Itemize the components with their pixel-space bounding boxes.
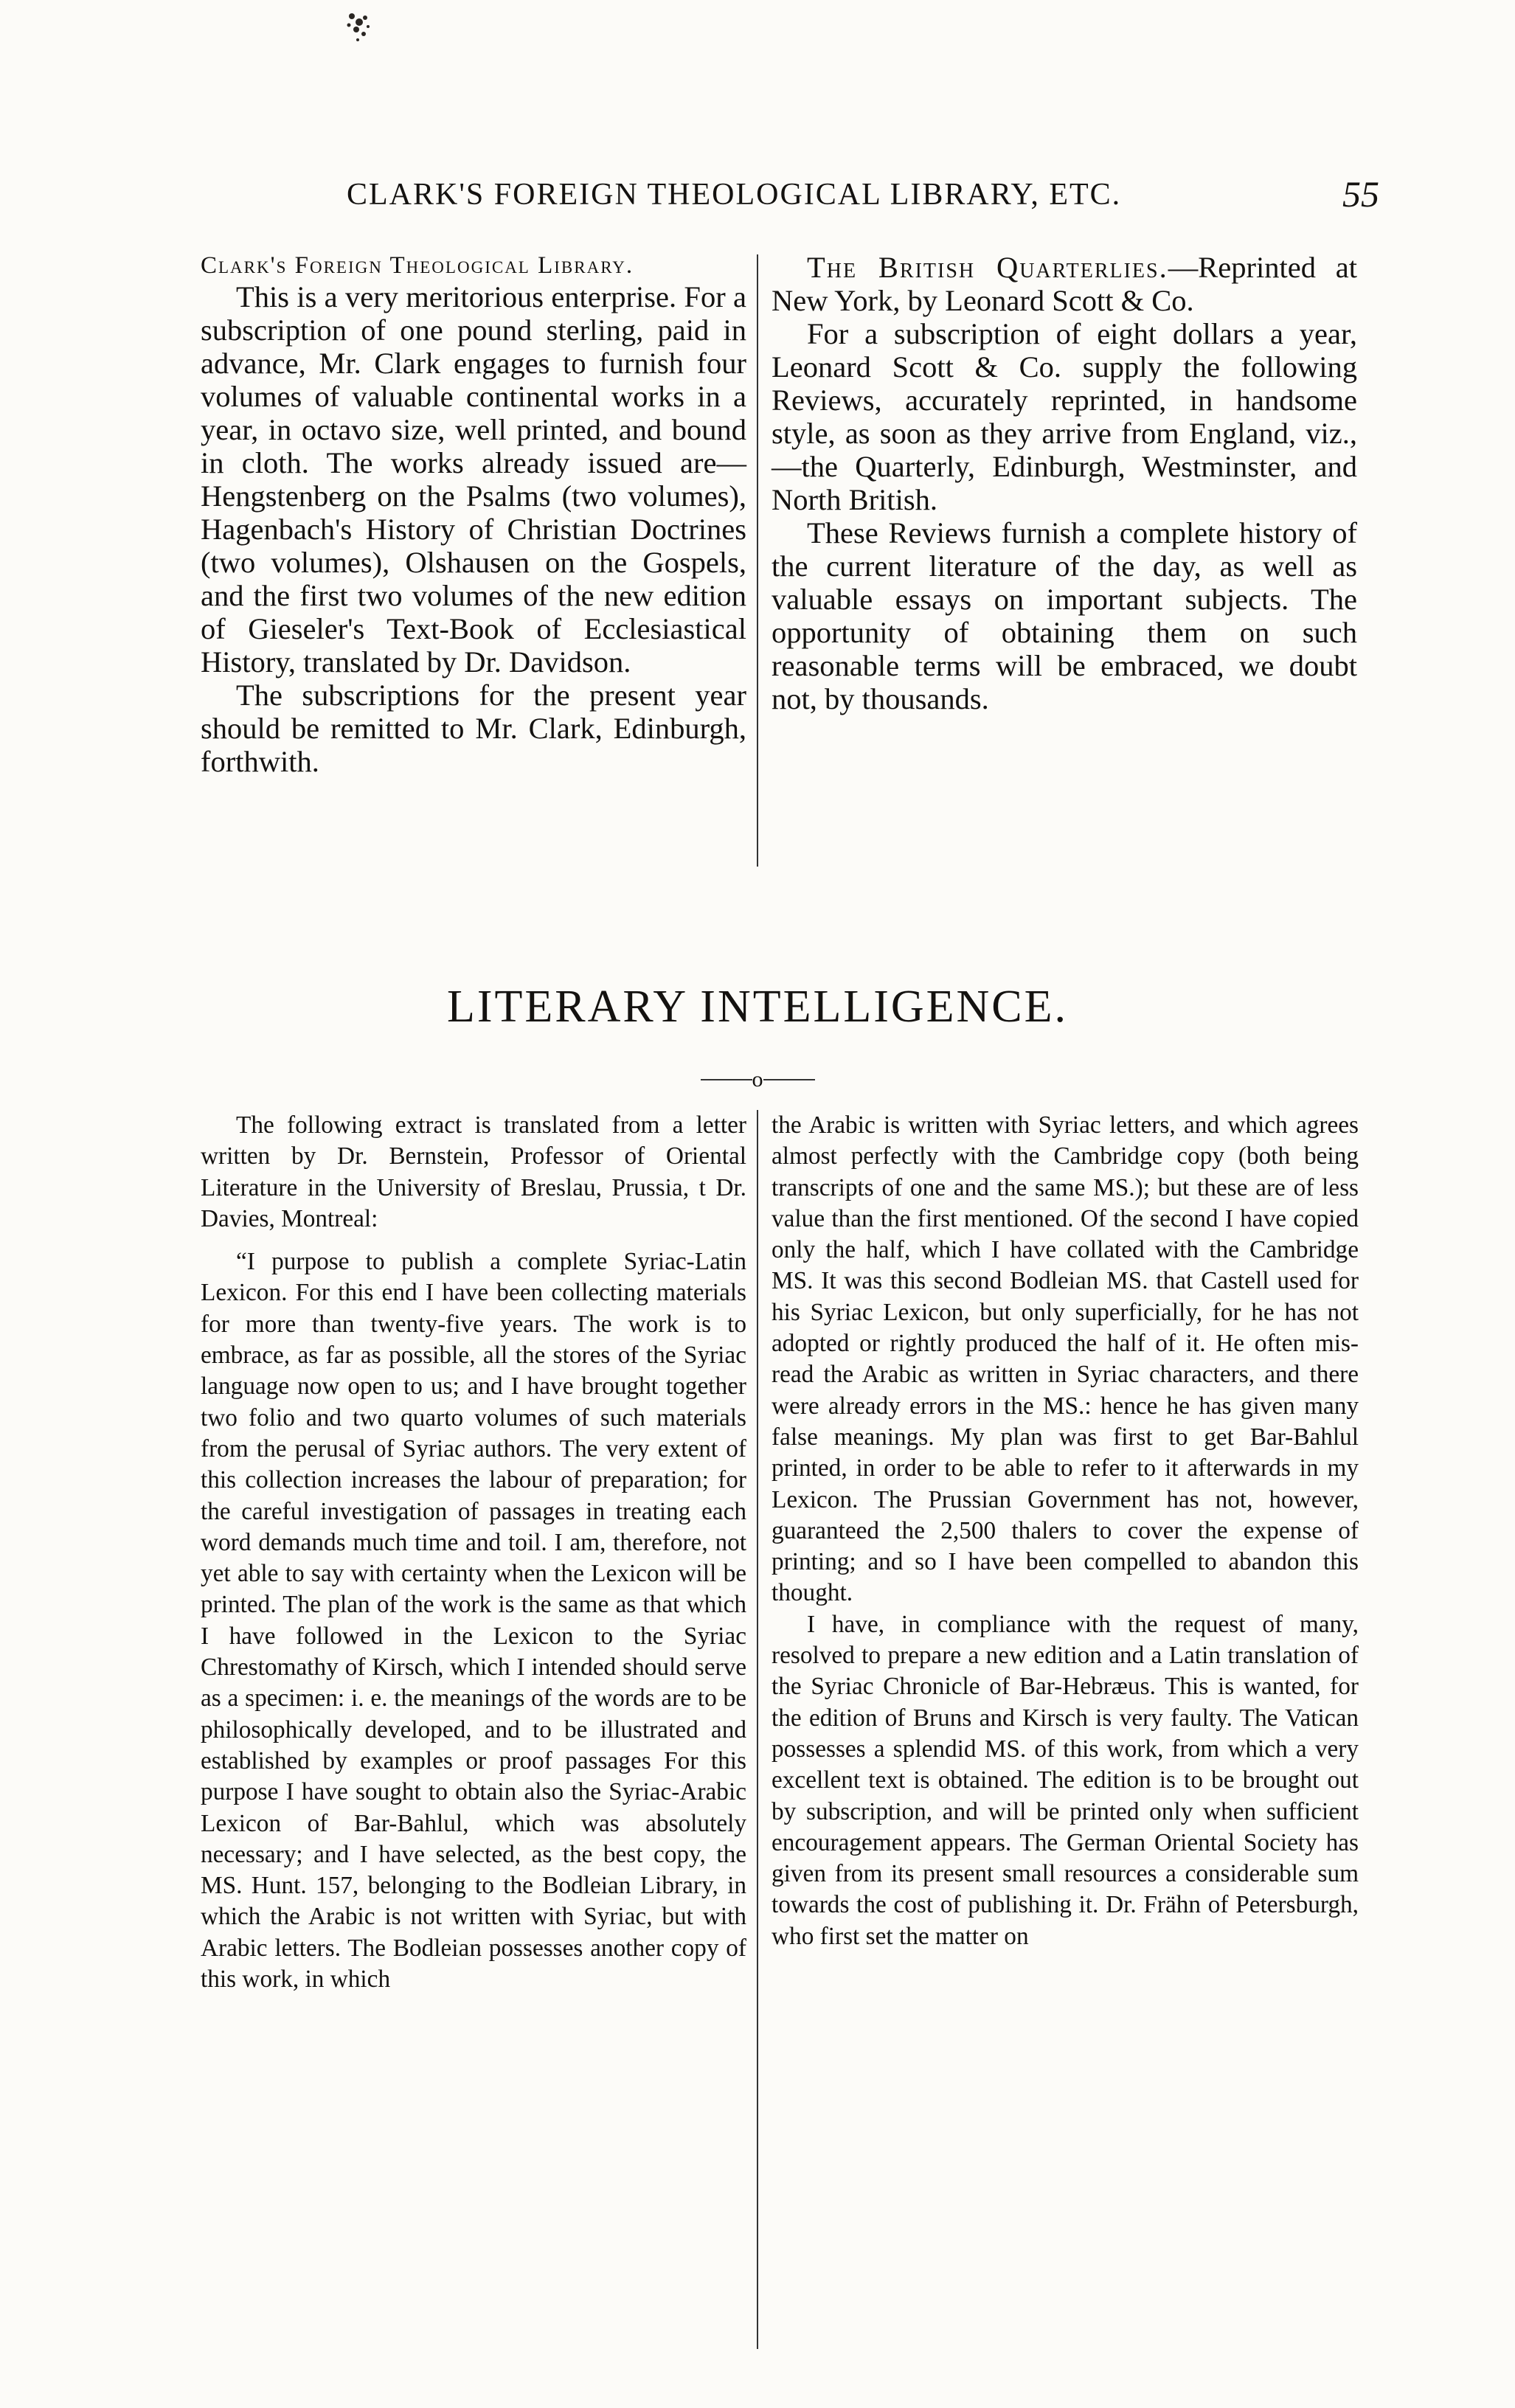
notice-clark-heading: Clark's Foreign Theological Library. (201, 252, 634, 279)
notice-clark (201, 251, 746, 778)
intelligence-paragraph: The following extract is translated from a letter written by Dr. Bernstein, Professor of Oriental Literature in the University of Breslau, Prussia, t Dr. Davies, Montreal: (201, 1111, 746, 1232)
intelligence-paragraph: the Arabic is written with Syriac letters, and which agrees almost perfectly with the Cambridge copy (both being transcripts of one and the same MS.); but these are of less value than the first mentioned. Of the second I have copied only the half, which I have collated with the Cambridge MS. It was this second Bodleian MS. that Castell used for his Syriac Lexicon, but only superficially, for he has not adopted or rightly produced the half of it. He often mis-read the Arabic as written in Syriac characters, and there were already errors in the MS.: hence he has given many false meanings. My plan was first to get Bar-Bahlul printed, in order to be able to refer to it afterwards in my Lexicon. The Prussian Government has not, however, guaranteed the 2,500 thalers to cover the expense of printing; and so I have been compelled to abandon this thought. (772, 1111, 1359, 1607)
notice-quarterlies-heading-tail: —Reprinted at New York, by Leonard Scott & Co. (772, 251, 1358, 317)
section-separator (0, 1066, 1515, 1092)
running-title: CLARK'S FOREIGN THEOLOGICAL LIBRARY, ETC. (347, 178, 1122, 212)
intelligence-paragraph: “I purpose to publish a complete Syriac-Latin Lexicon. For this end I have been collecting materials for more than twenty-five years. The work is to embrace, as far as possible, all the stores of the Syriac language now open to us; and I have brought together two folio and two quarto volumes of such materials from the perusal of Syriac authors. The very extent of this collection increases the labour of preparation; for the careful investigation of passages in treating each word demands much time and toil. I am, therefore, not yet able to say with certainty when the Lexicon will be printed. The plan of the work is the same as that which I have followed in the Lexicon to the Syriac Chrestomathy of Kirsch, which I intended should serve as a specimen: i. e. the meanings of the words are to be philosophically developed, and to be illustrated and established by examples or proof passages For this purpose I have sought to obtain also the Syriac-Arabic Lexicon of Bar-Bahlul, which was absolutely necessary; and I have selected, as the best copy, the MS. Hunt. 157, belonging to the Bodleian Library, in which the Arabic is not written with Syriac, but with Arabic letters. The Bodleian possesses another copy of this work, in which (201, 1248, 746, 1994)
ink-blot-ornament (336, 0, 380, 59)
intelligence-left-column (201, 1110, 746, 1995)
notice-clark-paragraph: This is a very meritorious enterprise. For a subscription of one pound sterling, paid in advance, Mr. Clark engages to furnish four volumes of valuable continental works in a year, in octavo size, well printed, and bound in cloth. The works already issued are—Hengstenberg on the Psalms (two volumes), Hagenbach's History of Christian Doctrines (two volumes), Olshausen on the Gospels, and the first two volumes of the new edition of Gieseler's Text-Book of Ecclesiastical History, translated by Dr. Davidson. (201, 280, 746, 679)
page-number: 55 (1342, 173, 1379, 215)
notice-quarterlies-lead (772, 251, 1357, 317)
separator-dash (763, 1079, 815, 1080)
column-rule (757, 254, 758, 867)
separator-dash (701, 1079, 752, 1080)
column-rule (757, 1110, 758, 2349)
notice-quarterlies-paragraph: These Reviews furnish a complete history of the current literature of the day, as well as valuable essays on important subjects. The opportunity of obtaining them on such reasonable terms will be embraced, we doubt not, by thousands. (772, 516, 1357, 715)
notice-quarterlies (772, 251, 1357, 715)
separator-mark: o (752, 1067, 763, 1092)
notice-quarterlies-heading: The British Quarterlies. (807, 251, 1168, 284)
section-title: LITERARY INTELLIGENCE. (447, 982, 1068, 1032)
notice-quarterlies-paragraph: For a subscription of eight dollars a year, Leonard Scott & Co. supply the following Reviews, accurately reprinted, in handsome style, as soon as they arrive from England, viz.,—the Quarterly, Edinburgh, Westminster, and North British. (772, 317, 1357, 516)
intelligence-right-column (772, 1110, 1359, 1952)
intelligence-paragraph: I have, in compliance with the request of many, resolved to prepare a new edition and a Latin translation of the Syriac Chronicle of Bar-Hebræus. This is wanted, for the edition of Bruns and Kirsch is very faulty. The Vatican possesses a splendid MS. of this work, from which a very excellent text is obtained. The edition is to be brought out by subscription, and will be printed only when sufficient encouragement appears. The German Oriental Society has given from its present small resources a considerable sum towards the cost of publishing it. Dr. Frähn of Petersburgh, who first set the matter on (772, 1610, 1359, 1950)
notice-clark-paragraph: The subscriptions for the present year should be remitted to Mr. Clark, Edinburgh, forthwith. (201, 679, 746, 778)
